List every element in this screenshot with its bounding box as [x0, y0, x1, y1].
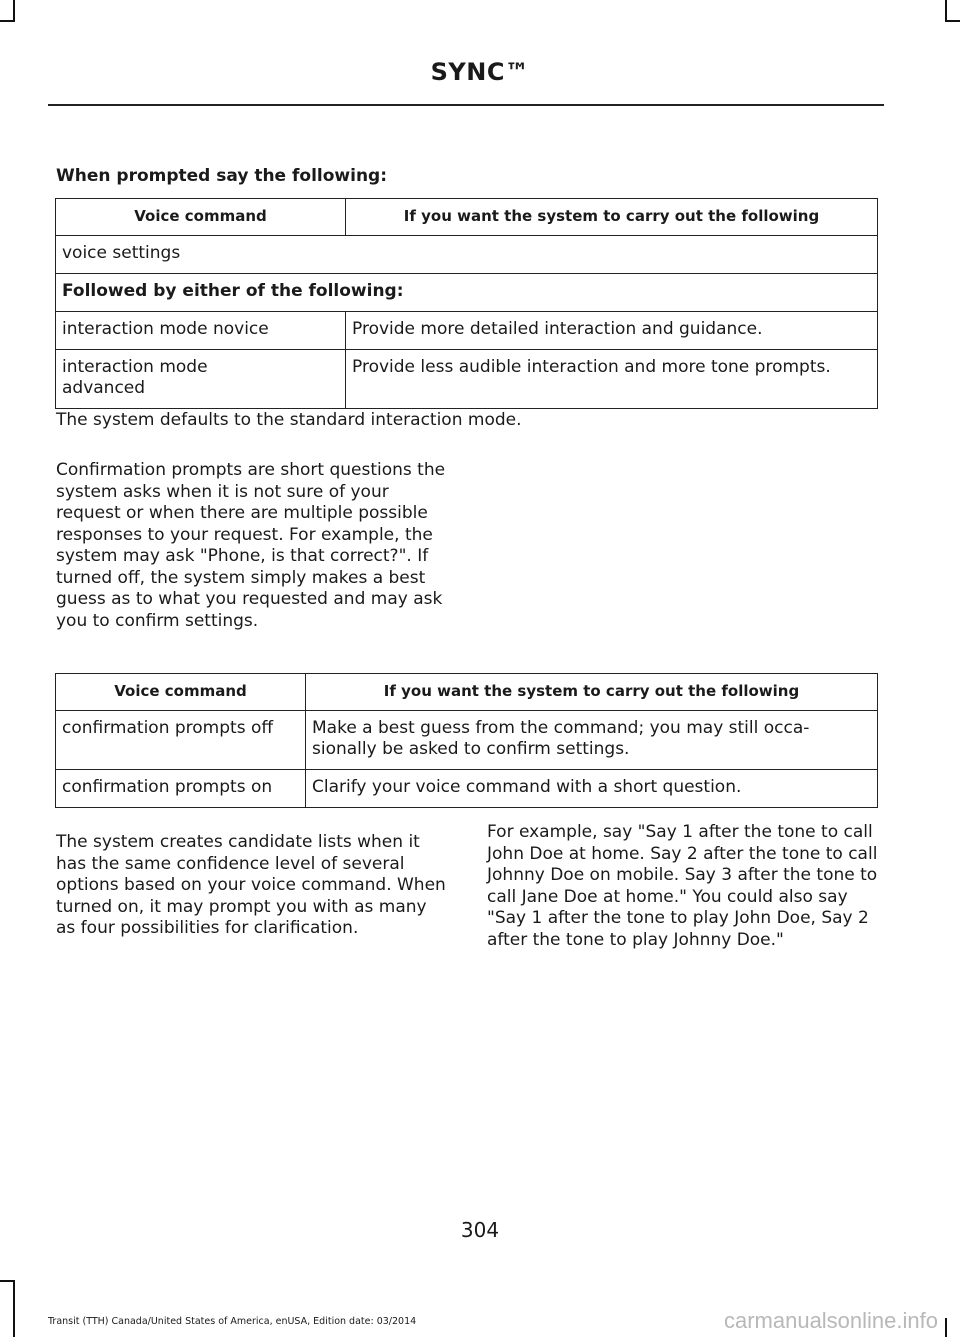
crop-mark-bottom-left-h — [0, 1280, 15, 1282]
table-row — [56, 236, 878, 274]
table-cell: confirmation prompts on — [56, 770, 306, 808]
column-header: Voice command — [56, 199, 346, 236]
voice-settings-table — [55, 198, 878, 409]
crop-mark-top-left-v — [13, 0, 15, 22]
table-cell: Provide more detailed interaction and guidance. — [346, 312, 878, 350]
crop-mark-top-right-v — [945, 0, 947, 22]
column-header: If you want the system to carry out the following — [306, 674, 878, 711]
table-cell: confirmation prompts off — [56, 711, 306, 770]
paragraph-confirmation-prompts: Confirmation prompts are short questions the system asks when it is not sure of your request or when there are multiple possible responses to your request. For example, the system may ask "Phone, is that correct?". If turned off, the system simply makes a best guess as to what you requested and may ask you to confirm settings. — [56, 460, 446, 631]
table-header-row — [56, 199, 878, 236]
table-row — [56, 274, 878, 312]
table-row — [56, 350, 878, 409]
paragraph-example: For example, say "Say 1 after the tone to call John Doe at home. Say 2 after the tone to call Johnny Doe on mobile. Say 3 after the tone to call Jane Doe at home." You could also say "Say 1 after the tone to play John Doe, Say 2 after the tone to play Johnny Doe." — [487, 822, 878, 950]
table-cell: interaction mode novice — [56, 312, 346, 350]
table-row — [56, 770, 878, 808]
header-rule — [48, 104, 884, 106]
confirmation-prompts-table — [55, 673, 878, 808]
paragraph-candidate-lists: The system creates candidate lists when it has the same confidence level of several options based on your voice command. When turned on, it may prompt you with as many as four possibilities for clarification. — [56, 832, 446, 938]
column-header: If you want the system to carry out the following — [346, 199, 878, 236]
table-cell: Followed by either of the following: — [56, 274, 878, 312]
table-cell: Clarify your voice command with a short question. — [306, 770, 878, 808]
page-number: 304 — [460, 1218, 500, 1242]
column-header: Voice command — [56, 674, 306, 711]
page-title: SYNC™ — [430, 58, 530, 86]
intro-heading: When prompted say the following: — [56, 166, 388, 186]
crop-mark-top-right-h — [945, 20, 960, 22]
table-cell: Make a best guess from the command; you may still occa-sionally be asked to confirm settings. — [306, 711, 878, 770]
crop-mark-top-left-h — [0, 20, 15, 22]
table-row — [56, 711, 878, 770]
table-cell: interaction mode advanced — [56, 350, 346, 409]
paragraph-default-mode: The system defaults to the standard interaction mode. — [56, 410, 522, 430]
table-cell: voice settings — [56, 236, 878, 274]
crop-mark-bottom-right-v — [945, 1318, 947, 1337]
footer-edition: Transit (TTH) Canada/United States of America, enUSA, Edition date: 03/2014 — [48, 1316, 417, 1327]
crop-mark-bottom-left-v — [13, 1280, 15, 1337]
table-cell: Provide less audible interaction and more tone prompts. — [346, 350, 878, 409]
watermark: carmanualsonline.info — [723, 1308, 938, 1333]
table-header-row — [56, 674, 878, 711]
table-row — [56, 312, 878, 350]
